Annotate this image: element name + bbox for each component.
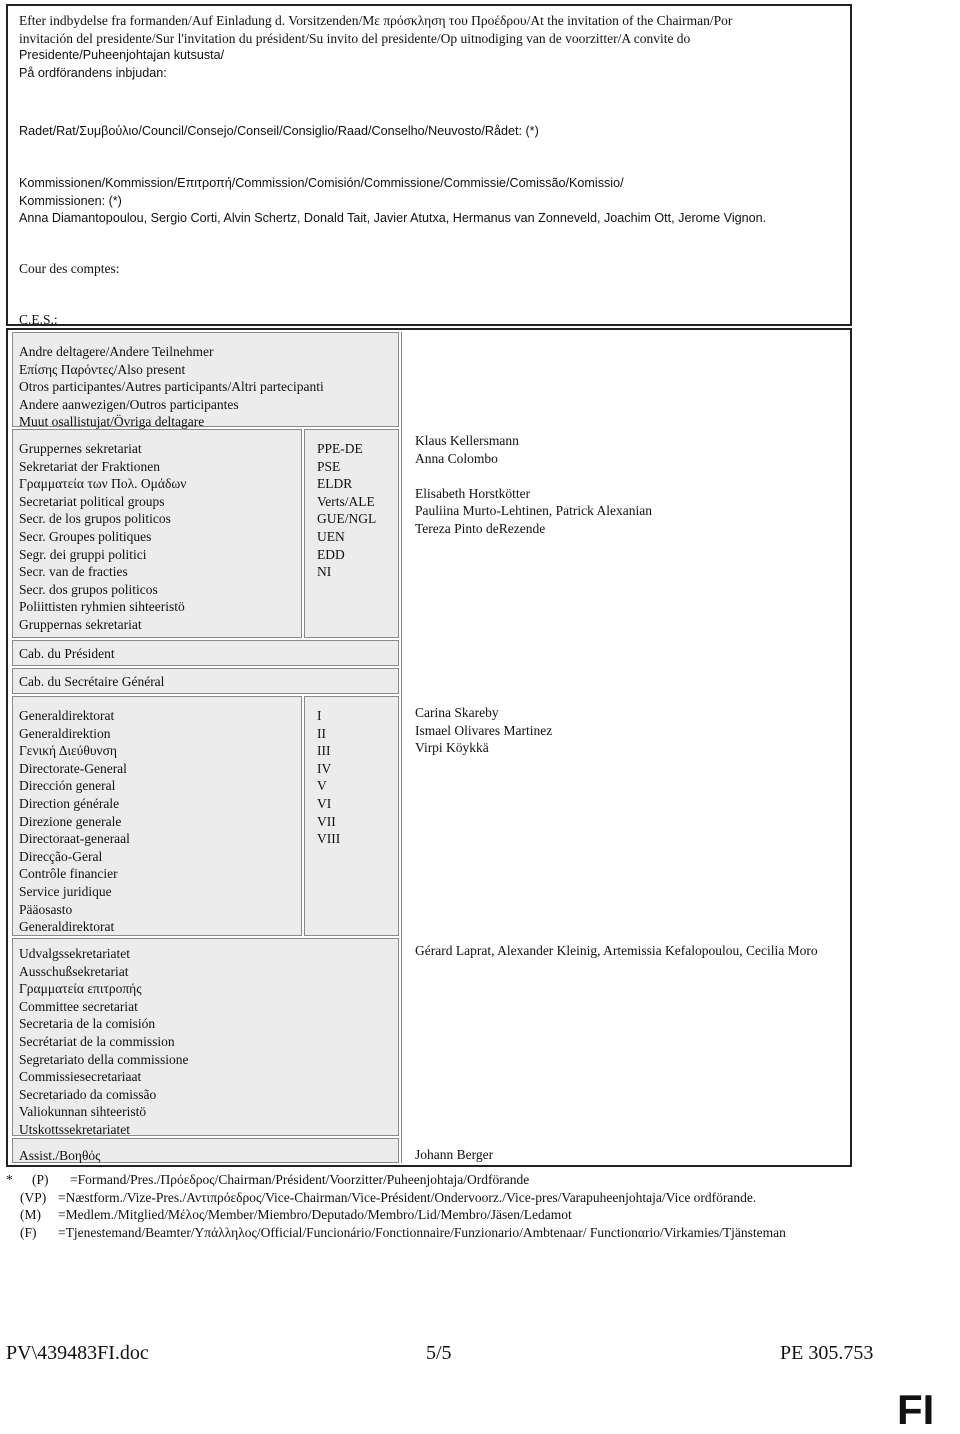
committee-secretariat-label: Commissiesecretariaat: [19, 1069, 142, 1085]
political-group-code: ELDR: [317, 476, 353, 492]
footer-reference: PE 305.753: [780, 1342, 874, 1364]
cab-president-cell: [12, 640, 399, 666]
participants-label-column: [12, 332, 399, 1163]
political-group-code: PSE: [317, 458, 341, 474]
commission-members: Anna Diamantopoulou, Sergio Corti, Alvin Schertz, Donald Tait, Javier Atutxa, Hermanus van Zonneveld, Joachim Ott, Jerome Vignon.: [19, 211, 767, 226]
directorate-labels: [19, 707, 130, 936]
political-group-codes: [317, 440, 376, 581]
directorate-numeral: V: [317, 778, 327, 794]
directorate-people: [415, 704, 552, 757]
also-present-label: Otros participantes/Autres participants/Altri partecipanti: [19, 379, 324, 395]
assistant-person: Johann Berger: [415, 1147, 494, 1162]
also-present-cell: [12, 332, 399, 430]
directorate-cell: [12, 696, 399, 936]
footnotes: [6, 1171, 786, 1241]
committee-secretariat-people: Gérard Laprat, Alexander Kleinig, Artemissia Kefalopoulou, Cecilia Moro: [415, 943, 818, 958]
directorate-label: Direcção-Geral: [19, 848, 103, 864]
directorate-label: Directoraat-generaal: [19, 831, 130, 847]
participant-name: Klaus Kellersmann: [415, 433, 519, 448]
participant-name: Elisabeth Horstkötter: [415, 485, 531, 501]
directorate-numeral: II: [317, 725, 326, 741]
committee-secretariat-label: Committee secretariat: [19, 998, 138, 1014]
footnote: [6, 1171, 786, 1189]
directorate-numeral: IV: [317, 760, 332, 776]
committee-secretariat-label: Valiokunnan sihteeristö: [19, 1104, 147, 1120]
court-of-auditors-label: Cour des comptes:: [19, 261, 120, 276]
political-group-label: Sekretariat der Fraktionen: [19, 458, 160, 474]
participant-name: Tereza Pinto deRezende: [415, 520, 546, 536]
attendance-header-box: [6, 4, 852, 326]
language-code: FI: [897, 1386, 935, 1433]
invitation-line: invitación del presidente/Sur l'invitation du président/Su invito del presidente/Op uitnodiging van de voorzitter/A convite do: [19, 30, 691, 46]
footnote-text: =Næstform./Vize-Pres./Αντιπρόεδρος/Vice-Chairman/Vice-Président/Ondervoorz./Vice-pres/Varapuheenjohtaja/Vice ordförande.: [58, 1189, 757, 1205]
directorate-label: Service juridique: [19, 883, 112, 899]
participant-name: Virpi Köykkä: [415, 740, 489, 756]
political-group-code: EDD: [317, 546, 345, 562]
spacer: [415, 467, 652, 485]
assistant-cell: [12, 1138, 399, 1163]
committee-secretariat-label: Udvalgssekretariatet: [19, 946, 130, 961]
directorate-numeral: I: [317, 708, 322, 723]
participant-name: Pauliina Murto-Lehtinen, Patrick Alexanian: [415, 503, 652, 519]
footnote-code: (F): [20, 1224, 37, 1240]
footnote-text: =Medlem./Mitglied/Μέλος/Member/Miembro/Deputado/Membro/Lid/Membro/Jäsen/Ledamot: [58, 1207, 572, 1223]
committee-secretariat-label: Secrétariat de la commission: [19, 1033, 175, 1049]
political-groups-label-cell: [12, 429, 302, 638]
commission-heading: Kommissionen: (*): [19, 193, 122, 208]
political-group-label: Secr. dos grupos politicos: [19, 581, 158, 597]
political-group-code: UEN: [317, 528, 345, 544]
footnote-code: (VP): [20, 1189, 47, 1205]
also-present-labels: [19, 343, 324, 431]
also-present-label: Andere aanwezigen/Outros participantes: [19, 396, 239, 412]
directorate-label: Dirección general: [19, 778, 116, 794]
directorate-numerals: [317, 707, 340, 848]
footnote: [6, 1224, 786, 1242]
directorate-label: Contrôle financier: [19, 866, 118, 882]
invitation-line: På ordförandens inbjudan:: [19, 65, 167, 80]
participants-names-column: [401, 332, 848, 1163]
commission-heading: Kommissionen/Kommission/Επιτροπή/Commission/Comisión/Commissione/Commissie/Comissão/Komissio/: [19, 176, 624, 190]
political-groups-code-cell: [304, 429, 399, 638]
committee-secretariat-label: Γραμματεία επιτροπής: [19, 981, 142, 997]
political-group-label: Gruppernes sekretariat: [19, 441, 142, 456]
also-present-label: Muut osallistujat/Övriga deltagare: [19, 414, 205, 430]
directorate-numeral: VII: [317, 813, 336, 829]
political-group-label: Secr. Groupes politiques: [19, 528, 152, 544]
participants-table: [6, 328, 852, 1167]
invitation-block: [19, 12, 840, 82]
political-group-label: Segr. dei gruppi politici: [19, 546, 147, 562]
cab-secretary-cell: [12, 668, 399, 694]
political-group-label: Poliittisten ryhmien sihteeristö: [19, 599, 185, 615]
footnote-text: =Tjenestemand/Beamter/Υπάλληλος/Official/Funcionário/Fonctionnaire/Funzionario/Ambtenaar/ Functionαrio/Virkamies/Tjänsteman: [58, 1224, 786, 1240]
footnote-text: =Formand/Pres./Πρόεδρος/Chairman/Président/Voorzitter/Puheenjohtaja/Ordförande: [70, 1172, 530, 1187]
directorate-numeral: VI: [317, 795, 332, 811]
cab-secretary-label: Cab. du Secrétaire Général: [19, 674, 165, 689]
participant-name: Ismael Olivares Martinez: [415, 722, 553, 738]
footnote: [6, 1189, 786, 1207]
also-present-label: Andre deltagere/Andere Teilnehmer: [19, 344, 214, 359]
ces-label: C.E.S.:: [19, 312, 58, 327]
political-groups-people: [415, 432, 652, 538]
directorate-numeral-cell: [304, 696, 399, 936]
commission-block: [19, 175, 840, 228]
directorate-label: Directorate-General: [19, 760, 127, 776]
political-group-code: PPE-DE: [317, 441, 363, 456]
directorate-label: Direzione generale: [19, 813, 122, 829]
committee-secretariat-label: Secretaria de la comisión: [19, 1016, 156, 1032]
directorate-label-cell: [12, 696, 302, 936]
committee-secretariat-label: Secretariado da comissão: [19, 1086, 157, 1102]
political-groups-cell: [12, 429, 399, 638]
directorate-label: Γενική Διεύθυνση: [19, 743, 117, 759]
participant-name: Carina Skareby: [415, 705, 499, 720]
council-line: Radet/Rat/Συμβούλιο/Council/Consejo/Conseil/Consiglio/Raad/Conselho/Neuvosto/Rådet: (*): [19, 124, 539, 138]
directorate-label: Generaldirektorat: [19, 919, 115, 935]
political-group-label: Secr. van de fracties: [19, 564, 128, 580]
footer-page-number: 5/5: [426, 1342, 452, 1364]
participant-name: Anna Colombo: [415, 450, 498, 466]
directorate-label: Generaldirektorat: [19, 708, 115, 723]
political-group-label: Secretariat political groups: [19, 493, 165, 509]
political-group-code: NI: [317, 564, 332, 580]
political-groups-labels: [19, 440, 186, 634]
political-group-code: Verts/ALE: [317, 493, 375, 509]
committee-secretariat-label: Segretariato della commissione: [19, 1051, 189, 1067]
directorate-label: Generaldirektion: [19, 725, 111, 741]
footnote-code: (P): [32, 1172, 49, 1187]
committee-secretariat-label: Utskottssekretariatet: [19, 1121, 130, 1137]
directorate-label: Pääosasto: [19, 901, 73, 917]
committee-secretariat-cell: [12, 938, 399, 1136]
assistant-label: Assist./Βοηθός: [19, 1148, 101, 1163]
directorate-label: Direction générale: [19, 795, 120, 811]
also-present-label: Επίσης Παρόντες/Also present: [19, 361, 186, 377]
political-group-label: Γραμματεία των Πολ. Ομάδων: [19, 476, 187, 492]
invitation-line: Efter indbydelse fra formanden/Auf Einladung d. Vorsitzenden/Με πρόσκληση του Προέδρου/At the invitation of the Chairman/Por: [19, 13, 733, 28]
footnote: [6, 1206, 786, 1224]
committee-secretariat-label: Ausschußsekretariat: [19, 963, 129, 979]
footnote-code: (M): [20, 1207, 41, 1223]
directorate-numeral: III: [317, 743, 331, 759]
footer-doc-name: PV\439483FI.doc: [6, 1342, 149, 1364]
political-group-label: Secr. de los grupos politicos: [19, 511, 171, 527]
political-group-label: Gruppernas sekretariat: [19, 616, 142, 632]
invitation-line: Presidente/Puheenjohtajan kutsusta/: [19, 48, 225, 63]
directorate-numeral: VIII: [317, 831, 341, 847]
footnote-mark: *: [6, 1172, 13, 1187]
cab-president-label: Cab. du Président: [19, 646, 115, 661]
political-group-code: GUE/NGL: [317, 511, 377, 527]
committee-secretariat-labels: [19, 945, 188, 1139]
